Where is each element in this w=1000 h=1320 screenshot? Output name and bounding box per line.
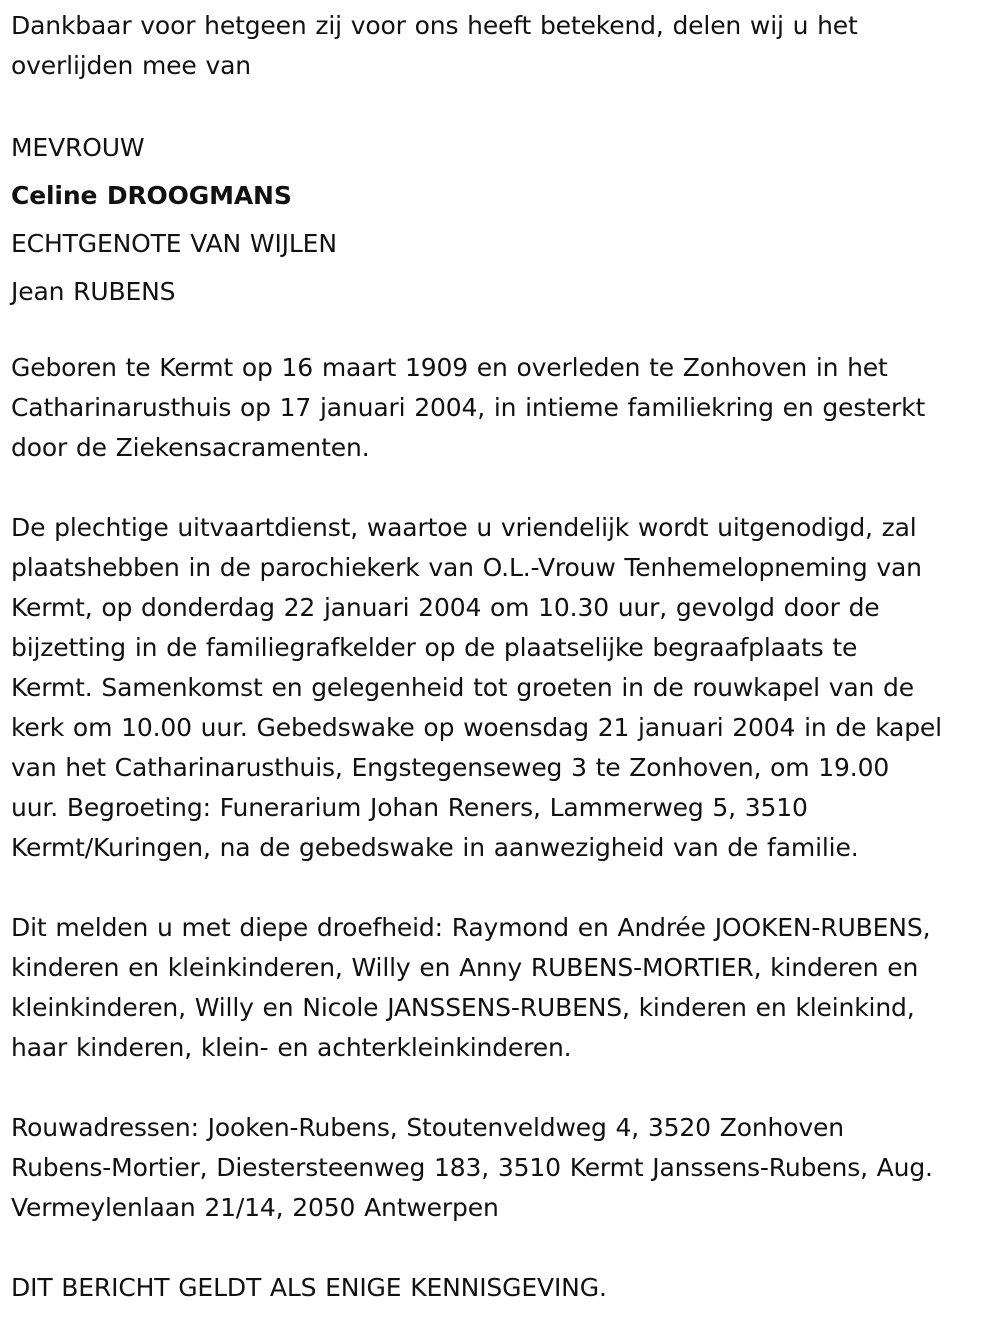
addresses-paragraph: [11, 1108, 991, 1228]
deceased-name: Celine DROOGMANS: [11, 181, 292, 210]
deceased-block: [11, 124, 991, 316]
paragraph-line: kinderen en kleinkinderen, Willy en Anny RUBENS-MORTIER, kinderen en: [11, 953, 919, 982]
paragraph-line: plaatshebben in de parochiekerk van O.L.-Vrouw Tenhemelopneming van: [11, 553, 922, 582]
relation-label: ECHTGENOTE VAN WIJLEN: [11, 229, 337, 258]
birth-death-paragraph: [11, 348, 991, 468]
paragraph-line: kerk om 10.00 uur. Gebedswake op woensdag 21 januari 2004 in de kapel: [11, 713, 942, 742]
paragraph-line: De plechtige uitvaartdienst, waartoe u vriendelijk wordt uitgenodigd, zal: [11, 513, 917, 542]
intro-paragraph: [11, 6, 991, 86]
paragraph-line: Kermt. Samenkomst en gelegenheid tot groeten in de rouwkapel van de: [11, 673, 914, 702]
title-prefix: MEVROUW: [11, 133, 145, 162]
paragraph-line: door de Ziekensacramenten.: [11, 433, 370, 462]
paragraph-line: Geboren te Kermt op 16 maart 1909 en overleden te Zonhoven in het: [11, 353, 888, 382]
paragraph-line: Kermt/Kuringen, na de gebedswake in aanwezigheid van de familie.: [11, 833, 859, 862]
closing-statement: DIT BERICHT GELDT ALS ENIGE KENNISGEVING.: [11, 1273, 607, 1302]
spouse-name: Jean RUBENS: [11, 277, 176, 306]
paragraph-line: Rouwadressen: Jooken-Rubens, Stoutenveldweg 4, 3520 Zonhoven: [11, 1113, 844, 1142]
paragraph-line: Rubens-Mortier, Diestersteenweg 183, 3510 Kermt Janssens-Rubens, Aug.: [11, 1153, 933, 1182]
obituary-notice: [11, 6, 991, 1308]
paragraph-line: Dit melden u met diepe droefheid: Raymond en Andrée JOOKEN-RUBENS,: [11, 913, 931, 942]
paragraph-line: uur. Begroeting: Funerarium Johan Reners, Lammerweg 5, 3510: [11, 793, 808, 822]
paragraph-line: bijzetting in de familiegrafkelder op de plaatselijke begraafplaats te: [11, 633, 858, 662]
family-paragraph: [11, 908, 991, 1068]
paragraph-line: kleinkinderen, Willy en Nicole JANSSENS-RUBENS, kinderen en kleinkind,: [11, 993, 915, 1022]
paragraph-line: Vermeylenlaan 21/14, 2050 Antwerpen: [11, 1193, 499, 1222]
intro-line: Dankbaar voor hetgeen zij voor ons heeft betekend, delen wij u het: [11, 11, 858, 40]
paragraph-line: haar kinderen, klein- en achterkleinkinderen.: [11, 1033, 572, 1062]
paragraph-line: van het Catharinarusthuis, Engstegenseweg 3 te Zonhoven, om 19.00: [11, 753, 890, 782]
paragraph-line: Kermt, op donderdag 22 januari 2004 om 10.30 uur, gevolgd door de: [11, 593, 880, 622]
paragraph-line: Catharinarusthuis op 17 januari 2004, in intieme familiekring en gesterkt: [11, 393, 926, 422]
intro-line: overlijden mee van: [11, 51, 251, 80]
funeral-paragraph: [11, 508, 991, 868]
